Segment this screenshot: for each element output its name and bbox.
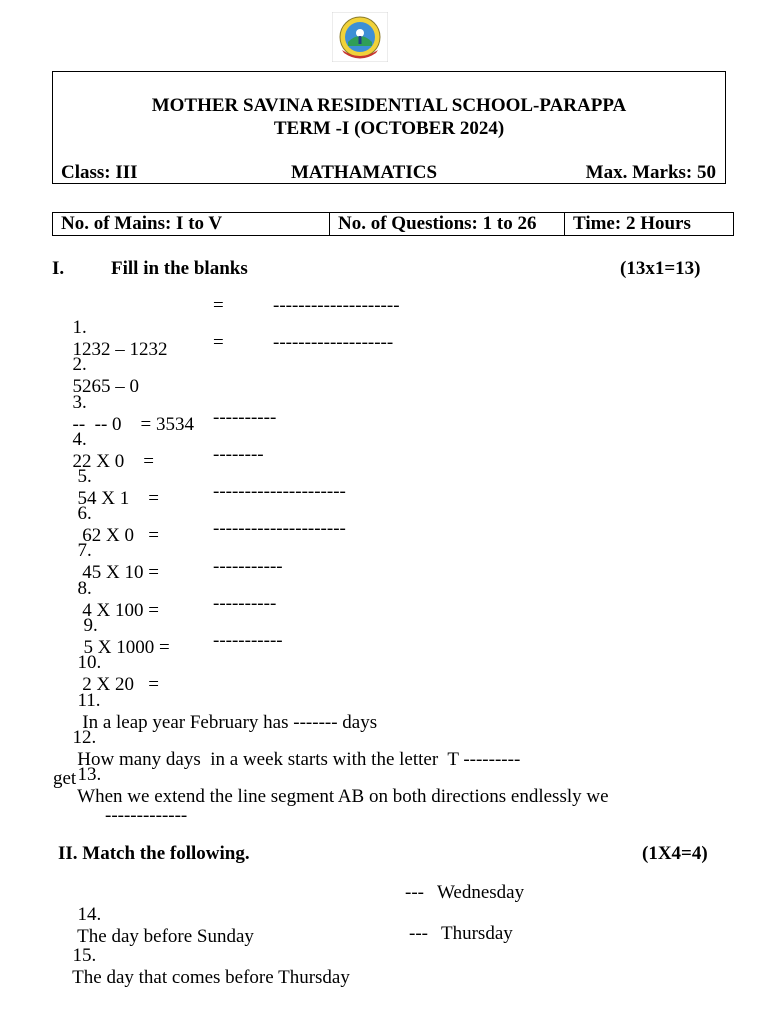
question-text: 5265 – 0: [72, 376, 139, 397]
school-name: MOTHER SAVINA RESIDENTIAL SCHOOL-PARAPPA: [151, 95, 627, 116]
question-text: In a leap year February has ------- days: [77, 712, 378, 733]
question-number: 15.: [72, 945, 97, 966]
answer-blank: -------------------: [273, 332, 394, 353]
question-number: 1.: [72, 317, 87, 338]
question-number: 5.: [77, 466, 92, 487]
match-dash: ---: [409, 923, 428, 944]
section-1-title: Fill in the blanks: [111, 258, 248, 279]
question-number: 13.: [77, 764, 102, 785]
class-label: Class: III: [61, 162, 138, 183]
question-text: When we extend the line segment AB on both directions endlessly we: [77, 786, 609, 807]
question-text: The day before Sunday: [77, 926, 254, 947]
exam-term: TERM -I (OCTOBER 2024): [273, 118, 505, 139]
question-13-continuation: get: [53, 768, 77, 789]
section-2-title: Match the following.: [82, 843, 250, 864]
question-number: 14.: [77, 904, 102, 925]
question-text: 22 X 0 =: [72, 451, 154, 472]
equals-sign: =: [213, 295, 224, 316]
school-crest-logo-icon: [332, 12, 388, 62]
section-1-number: I.: [52, 258, 65, 279]
answer-blank: -------------: [105, 805, 188, 826]
section-2-number: II.: [58, 843, 78, 864]
equals-sign: =: [213, 332, 224, 353]
question-15: [63, 923, 350, 989]
question-number: 12.: [72, 727, 97, 748]
answer-blank: -----------: [213, 556, 283, 577]
section-2-heading: [58, 843, 250, 865]
answer-blank: --------------------: [273, 295, 400, 316]
question-number: 8.: [77, 578, 92, 599]
section-2-marks: (1X4=4): [642, 843, 708, 864]
answer-blank: -----------: [213, 630, 283, 651]
question-number: 6.: [77, 503, 92, 524]
question-13: [68, 742, 609, 808]
match-option: Wednesday: [437, 882, 525, 903]
question-text: The day that comes before Thursday: [72, 967, 350, 988]
exam-info-table: [52, 212, 734, 236]
exam-header-box: [52, 71, 726, 184]
answer-blank: ---------------------: [213, 481, 346, 502]
question-text: 4 X 100 =: [77, 600, 159, 621]
question-text: 5 X 1000 =: [83, 637, 170, 658]
answer-blank: ---------------------: [213, 518, 346, 539]
question-number: 9.: [83, 615, 98, 636]
question-text: 62 X 0 =: [77, 525, 159, 546]
subject-label: MATHAMATICS: [291, 162, 438, 183]
mains-cell: No. of Mains: I to V: [53, 213, 330, 236]
question-number: 11.: [77, 690, 101, 711]
question-text: How many days in a week starts with the letter T ---------: [72, 749, 521, 770]
time-cell: Time: 2 Hours: [565, 213, 734, 236]
question-number: 7.: [77, 540, 92, 561]
question-text: -- -- 0 = 3534: [72, 414, 195, 435]
question-number: 4.: [72, 429, 87, 450]
question-number: 2.: [72, 354, 87, 375]
question-number: 10.: [77, 652, 102, 673]
question-text: 1232 – 1232: [72, 339, 168, 360]
max-marks-label: Max. Marks: 50: [585, 162, 716, 183]
answer-blank: ----------: [213, 593, 277, 614]
question-text: 45 X 10 =: [77, 562, 159, 583]
question-number: 3.: [72, 392, 87, 413]
question-text: 2 X 20 =: [77, 674, 159, 695]
section-1-marks: (13x1=13): [620, 258, 701, 279]
answer-blank: --------: [213, 444, 264, 465]
questions-cell: No. of Questions: 1 to 26: [330, 213, 565, 236]
question-text: 54 X 1 =: [77, 488, 159, 509]
match-option: Thursday: [441, 923, 513, 944]
match-dash: ---: [405, 882, 424, 903]
answer-blank: ----------: [213, 407, 277, 428]
